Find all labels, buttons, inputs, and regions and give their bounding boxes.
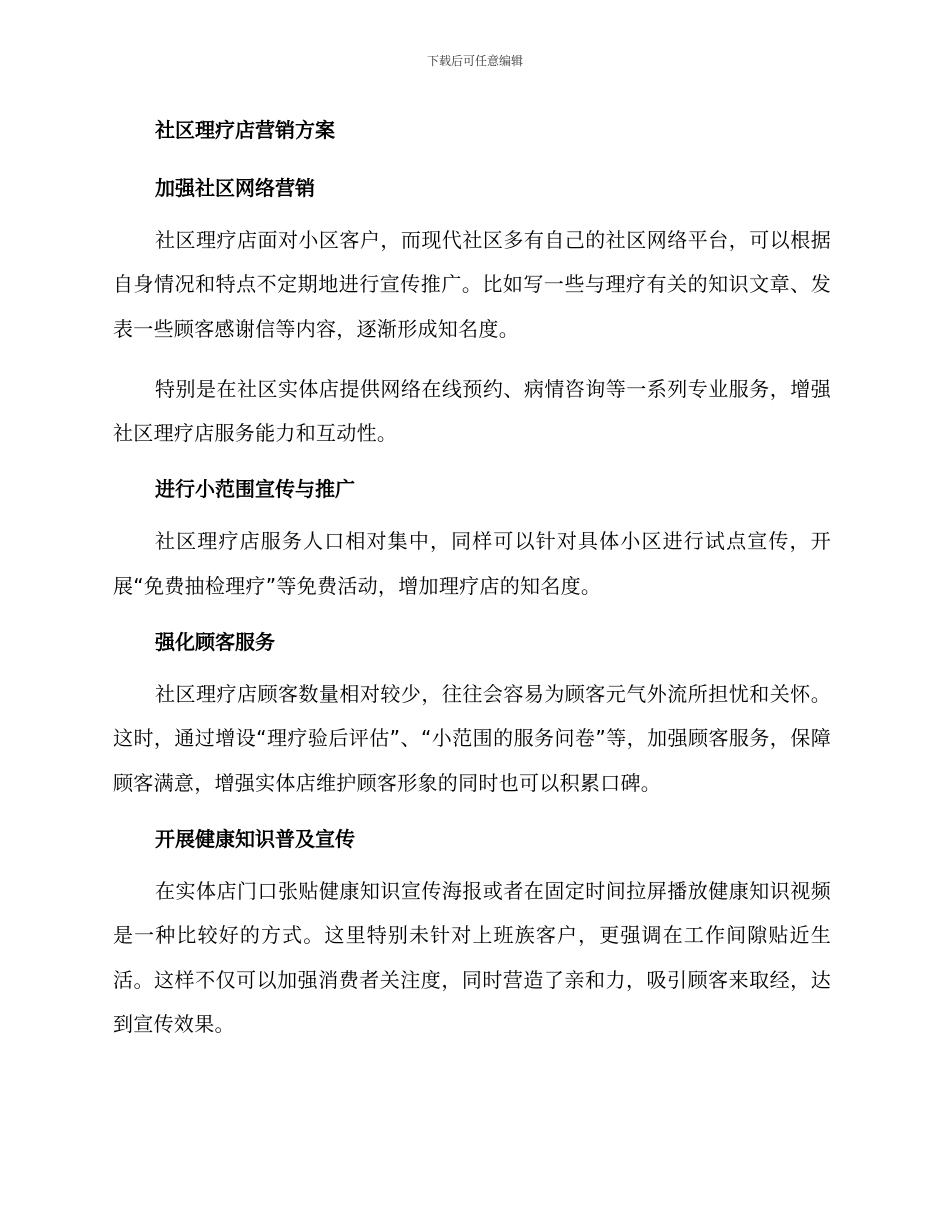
- section-heading-network-marketing: 加强社区网络营销: [155, 176, 315, 200]
- section-heading-local-promotion: 进行小范围宣传与推广: [155, 477, 355, 502]
- paragraph-health-education-1: 在实体店门口张贴健康知识宣传海报或者在固定时间拉屏播放健康知识视频是一种比较好的方式。这里特别未针对上班族客户，更强调在工作间隙贴近生活。这样不仅可以加强消费者关注度，同时营造了亲和力，吸引顾客来取经，达到宣传效果。: [113, 878, 831, 1036]
- section-heading-health-education: 开展健康知识普及宣传: [155, 826, 355, 851]
- document-body: [113, 112, 831, 1060]
- section-heading-customer-service: 强化顾客服务: [155, 630, 275, 655]
- paragraph-network-marketing-2: 特别是在社区实体店提供网络在线预约、病情咨询等一系列专业服务，增强社区理疗店服务能力和互动性。: [113, 376, 831, 446]
- paragraph-local-promotion-1: 社区理疗店服务人口相对集中，同样可以针对具体小区进行试点宣传，开展“免费抽检理疗”等免费活动，增加理疗店的知名度。: [113, 529, 831, 598]
- paragraph-customer-service-1: 社区理疗店顾客数量相对较少，往往会容易为顾客元气外流所担忧和关怀。这时，通过增设“理疗验后评估”、“小范围的服务问卷”等，加强顾客服务，保障顾客满意，增强实体店维护顾客形象的同时也可以积累口碑。: [113, 682, 831, 795]
- paragraph-network-marketing-1: 社区理疗店面对小区客户，而现代社区多有自己的社区网络平台，可以根据自身情况和特点不定期地进行宣传推广。比如写一些与理疗有关的知识文章、发表一些顾客感谢信等内容，逐渐形成知名度。: [113, 228, 831, 341]
- header-note: 下载后可任意编辑: [426, 54, 523, 68]
- document-title: 社区理疗店营销方案: [155, 118, 335, 142]
